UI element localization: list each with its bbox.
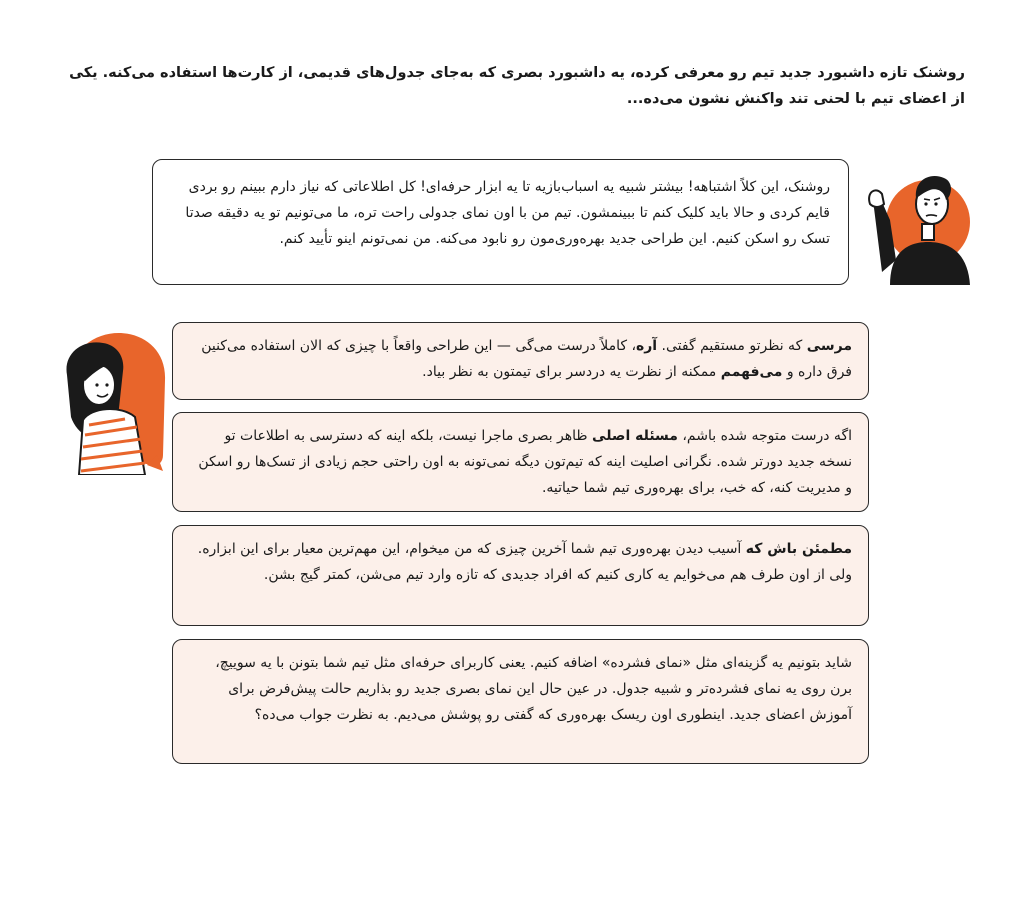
reply-1-bold-1: مرسی	[806, 338, 852, 354]
reply-1-bold-2: آره	[635, 338, 658, 354]
reply-bubble-4	[172, 639, 869, 764]
reply-1-text-1: که نظرتو مستقیم گفتی.	[657, 338, 807, 354]
reply-1-text-2: ، کاملاً درست می‌گی — این طراحی واقعاً با چیزی که الان استفاده می‌کنین فرق داره و	[201, 338, 852, 380]
reply-2-text-2: ظاهر بصری ماجرا نیست، بلکه اینه که دسترسی به اطلاعات تو نسخه جدید دورتر شده. نگرانی اصلیت اینه که تیم‌تون دیگه نمی‌تونه به اون راحتی حجم زیادی از تسک‌ها رو اسکن و مدیریت کنه، که خب، برای بهره‌وری تیم شما حیاتیه.	[198, 428, 852, 496]
reply-1-text-3: ممکنه از نظرت یه دردسر برای تیمتون به نظر بیاد.	[422, 364, 721, 380]
reply-3-text-1: آسیب دیدن بهره‌وری تیم شما آخرین چیزی که من میخوام، این مهم‌ترین معیار برای این ابزاره. ولی از اون طرف هم می‌خوایم یه کاری کنیم که افراد جدیدی که تازه وارد تیم می‌شن، کمتر گیج بشن.	[197, 541, 852, 583]
intro-text: روشنک تازه داشبورد جدید تیم رو معرفی کرده، یه داشبورد بصری که به‌جای جدول‌های قدیمی، از کارت‌ها استفاده می‌کنه. یکی از اعضای تیم با لحنی تند واکنش نشون می‌ده...	[69, 65, 965, 107]
reply-bubble-2	[172, 412, 869, 512]
user-avatar-illustration	[860, 160, 975, 285]
reply-1-bold-3: می‌فهمم	[720, 364, 783, 380]
roshanak-avatar-illustration	[55, 325, 170, 475]
user-message-bubble	[152, 159, 849, 285]
reply-4-text: شاید بتونیم یه گزینه‌ای مثل «نمای فشرده» اضافه کنیم. یعنی کاربرای حرفه‌ای مثل تیم شما بتونن با یه سوییچ، برن روی یه نمای فشرده‌تر و شبیه جدول. در عین حال این نمای بصری جدید رو بذاریم حالت پیش‌فرض برای آموزش اعضای جدید. اینطوری اون ریسک بهره‌وری که گفتی رو پوشش می‌دیم. به نظرت جواب می‌ده؟	[215, 655, 852, 723]
reply-bubble-1	[172, 322, 869, 400]
reply-3-bold-1: مطمئن باش که	[745, 541, 852, 557]
reply-bubble-3	[172, 525, 869, 626]
reply-2-bold-1: مسئله اصلی	[592, 428, 678, 444]
reply-2-text-1: اگه درست متوجه شده باشم،	[677, 428, 852, 444]
user-message-text: روشنک، این کلاً اشتباهه! بیشتر شبیه یه اسباب‌بازیه تا یه ابزار حرفه‌ای! کل اطلاعاتی که نیاز دارم ببینم رو بردی قایم کردی و حالا باید کلیک کنم تا ببینمشون. تیم من با اون نمای جدولی راحت تره، ما می‌تونیم تو یه دقیقه صدتا تسک رو اسکن کنیم. این طراحی جدید بهره‌وری‌مون رو نابود می‌کنه. من نمی‌تونم اینو تأیید کنم.	[185, 179, 830, 247]
